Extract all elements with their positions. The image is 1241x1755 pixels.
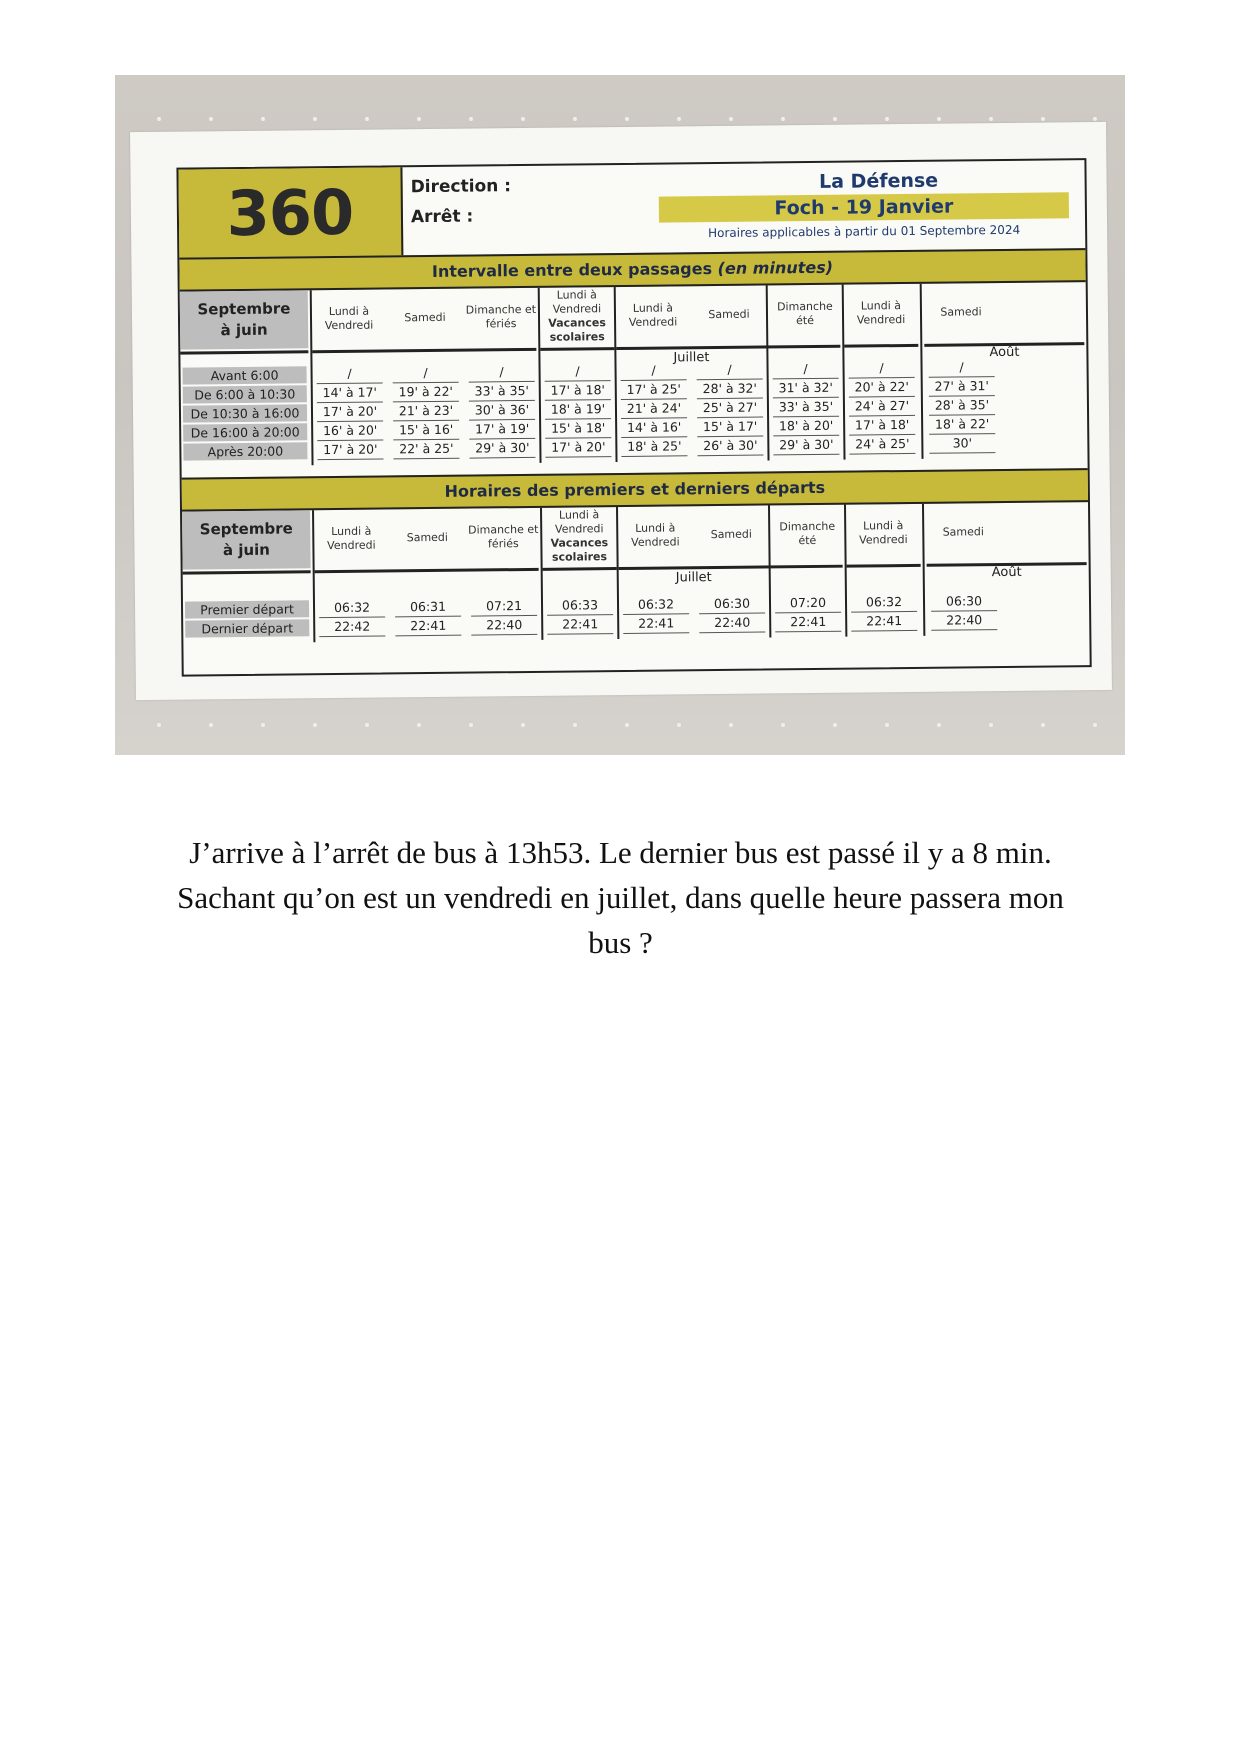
departure-cell: 22:41 — [851, 612, 917, 632]
interval-cell: 17' à 20' — [317, 402, 383, 422]
timetable-sheet — [176, 158, 1091, 677]
interval-cell: 19' à 22' — [393, 383, 459, 403]
interval-col-header-8 — [844, 284, 919, 343]
window-dot — [833, 117, 837, 121]
interval-col-header-label: Samedi — [708, 307, 750, 322]
departure-col-header-label: Dimanche été — [779, 519, 836, 548]
interval-cell: / — [392, 364, 458, 384]
departure-col-divider-6 — [922, 504, 925, 636]
interval-cell: 17' à 18' — [849, 416, 915, 436]
interval-row-label: Après 20:00 — [183, 442, 307, 460]
interval-cell: / — [468, 363, 534, 383]
interval-cell: 18' à 20' — [773, 417, 839, 437]
departure-col-header-label: Samedi — [710, 527, 752, 542]
window-dot — [365, 723, 369, 727]
intervals-title: Intervalle entre deux passages — [431, 259, 713, 281]
interval-col-header-6 — [692, 285, 767, 344]
stop-value: Foch - 19 Janvier — [659, 192, 1069, 222]
window-dot — [885, 723, 889, 727]
departure-rule-1 — [315, 568, 539, 573]
window-dot — [157, 117, 161, 121]
window-dot — [1041, 117, 1045, 121]
departure-col-header-label: Dimanche et fériés — [467, 522, 539, 551]
window-dots-top — [115, 117, 1125, 123]
interval-period-label-2: à juin — [220, 320, 268, 340]
interval-cell: 18' à 22' — [929, 415, 995, 435]
interval-col-header-label: Samedi — [404, 310, 446, 325]
departure-col-header-3 — [466, 508, 541, 567]
departure-col-header-7 — [770, 505, 845, 564]
interval-col-header-label: Dimanche et fériés — [465, 302, 537, 331]
interval-cell: 28' à 32' — [697, 380, 763, 400]
departure-cell: 07:21 — [471, 597, 537, 617]
timetable-header — [178, 160, 1085, 257]
interval-cell: 14' à 16' — [621, 418, 687, 438]
departure-col-header-1 — [314, 509, 389, 568]
interval-cell: 27' à 31' — [929, 377, 995, 397]
interval-col-header-label: Lundi à Vendredi — [856, 299, 906, 327]
window-dot — [209, 723, 213, 727]
window-dot — [937, 117, 941, 121]
departure-col-header-4 — [542, 507, 617, 566]
interval-period-header — [180, 290, 309, 349]
question-line-3: bus ? — [588, 925, 653, 960]
departure-rule-4 — [847, 564, 921, 568]
departure-col-header-6 — [694, 505, 769, 564]
question-text — [90, 830, 1151, 965]
question-line-2: Sachant qu’on est un vendredi en juillet, dans quelle heure passera mon — [177, 880, 1064, 915]
departure-col-header-5 — [618, 506, 693, 565]
departure-aout-label: Août — [991, 564, 1022, 581]
window-dot — [573, 723, 577, 727]
window-dot — [261, 117, 265, 121]
departure-cell: 06:33 — [547, 596, 613, 616]
timetable-photo — [115, 75, 1125, 755]
interval-col-header-4 — [540, 287, 615, 346]
interval-row-label: De 6:00 à 10:30 — [183, 385, 307, 403]
window-dot — [729, 723, 733, 727]
line-number-box — [178, 167, 403, 257]
interval-cell: / — [928, 358, 994, 378]
interval-cell: / — [848, 359, 914, 379]
departure-juillet-label: Juillet — [675, 570, 712, 586]
departure-cell: 06:32 — [319, 598, 385, 618]
interval-rule-period — [180, 350, 308, 354]
window-dot — [677, 117, 681, 121]
interval-row-label: De 10:30 à 16:00 — [183, 404, 307, 422]
interval-col-header-2 — [388, 289, 463, 348]
window-dot — [833, 723, 837, 727]
interval-cell: 24' à 25' — [849, 435, 915, 455]
window-dot — [885, 117, 889, 121]
interval-cell: 30' — [929, 434, 995, 454]
interval-cell: 26' à 30' — [697, 437, 763, 457]
departure-col-header-label: Lundi à Vendredi — [631, 521, 680, 549]
interval-cell: 20' à 22' — [849, 378, 915, 398]
window-dot — [1041, 723, 1045, 727]
window-dot — [313, 117, 317, 121]
interval-cell: 28' à 35' — [929, 396, 995, 416]
departure-col-header-2 — [390, 509, 465, 568]
window-dot — [989, 117, 993, 121]
departure-cell: 06:30 — [699, 595, 765, 615]
interval-cell: 21' à 24' — [621, 399, 687, 419]
interval-vacances-label: Vacances — [548, 316, 606, 330]
interval-rule-1 — [312, 348, 536, 353]
departure-col-header-label: Lundi à Vendredi — [327, 524, 376, 553]
departure-period-label-1: Septembre — [199, 519, 293, 539]
interval-cell: 30' à 36' — [469, 401, 535, 421]
departure-cell: 22:40 — [931, 611, 997, 631]
window-dot — [989, 723, 993, 727]
interval-col-header-label: Samedi — [940, 305, 982, 319]
departure-period-header — [182, 510, 311, 569]
interval-col-header-label: Lundi à Vendredi — [324, 304, 374, 333]
departure-cell: 07:20 — [775, 594, 841, 614]
interval-period-label-1: Septembre — [197, 299, 291, 319]
departure-cell: 22:41 — [775, 613, 841, 633]
interval-cell: 14' à 17' — [317, 383, 383, 403]
interval-cell: 15' à 17' — [697, 418, 763, 438]
interval-rule-4 — [844, 344, 918, 348]
interval-col-header-5 — [616, 286, 691, 345]
departure-cell: 22:41 — [547, 615, 613, 635]
departures-title: Horaires des premiers et derniers départs — [444, 477, 826, 501]
intervals-title-unit: (en minutes) — [717, 257, 834, 278]
interval-col-header-7 — [768, 285, 843, 344]
interval-row-label: De 16:00 à 20:00 — [183, 423, 307, 441]
interval-cell: 17' à 25' — [621, 380, 687, 400]
interval-cell: 25' à 27' — [697, 399, 763, 419]
interval-col-header-3 — [464, 288, 539, 347]
interval-cell: 24' à 27' — [849, 397, 915, 417]
departure-scolaires-label: scolaires — [551, 550, 608, 564]
departure-cell: 06:30 — [931, 592, 997, 612]
window-dot — [729, 117, 733, 121]
window-dot — [209, 117, 213, 121]
window-dot — [365, 117, 369, 121]
interval-col-header-label: Lundi à Vendredi — [628, 301, 678, 329]
interval-row-label: Avant 6:00 — [183, 366, 307, 384]
departure-rule-period — [183, 570, 311, 574]
departure-cell: 06:32 — [851, 593, 917, 613]
departure-col-header-9 — [926, 503, 1001, 562]
interval-cell: 29' à 30' — [773, 436, 839, 456]
interval-scolaires-label: scolaires — [549, 330, 605, 344]
departure-cell: 22:40 — [471, 616, 537, 636]
window-dot — [781, 723, 785, 727]
departure-period-label-2: à juin — [222, 540, 271, 560]
interval-cell: / — [696, 361, 762, 381]
departure-col-header-8 — [846, 504, 921, 563]
interval-cell: 18' à 25' — [621, 437, 687, 457]
interval-cell: 17' à 20' — [317, 440, 383, 460]
interval-cell: / — [772, 360, 838, 380]
departure-cell: 22:41 — [395, 617, 461, 637]
window-dot — [1093, 117, 1097, 121]
interval-cell: 31' à 32' — [773, 379, 839, 399]
window-dot — [677, 723, 681, 727]
validity-note: Horaires applicables à partir du 01 Septembre 2024 — [708, 222, 1021, 241]
interval-rule-2 — [540, 347, 614, 351]
interval-col-header-label: Lundi à Vendredi — [552, 288, 602, 316]
interval-cell: 15' à 18' — [545, 419, 611, 439]
window-dot — [1093, 723, 1097, 727]
stop-label: Arrêt : — [410, 206, 474, 228]
departure-row-label: Premier départ — [185, 600, 309, 618]
departure-row-label: Dernier départ — [185, 619, 309, 637]
interval-juillet-label: Juillet — [673, 350, 710, 366]
interval-cell: / — [544, 362, 610, 382]
window-dot — [625, 723, 629, 727]
timetable-paper — [130, 122, 1112, 700]
window-dot — [937, 723, 941, 727]
departure-col-header-label: Samedi — [942, 525, 984, 539]
interval-cell: 17' à 20' — [545, 438, 611, 458]
interval-cell: 21' à 23' — [393, 402, 459, 422]
interval-cell: / — [620, 361, 686, 381]
interval-cell: 17' à 18' — [545, 381, 611, 401]
departure-vacances-label: Vacances — [550, 536, 609, 550]
line-number: 360 — [226, 175, 354, 250]
departure-cell: 22:40 — [699, 614, 765, 634]
departure-cell: 06:32 — [623, 595, 689, 615]
window-dot — [157, 723, 161, 727]
interval-cell: 17' à 19' — [469, 420, 535, 440]
interval-col-header-9 — [924, 283, 999, 342]
window-dot — [469, 723, 473, 727]
window-dot — [417, 117, 421, 121]
window-dots-bottom — [115, 723, 1125, 729]
interval-cell: / — [317, 364, 383, 384]
window-dot — [573, 117, 577, 121]
window-dot — [469, 117, 473, 121]
interval-cell: 16' à 20' — [317, 421, 383, 441]
interval-col-divider-6 — [920, 284, 924, 459]
interval-col-header-label: Dimanche été — [776, 299, 833, 328]
window-dot — [417, 723, 421, 727]
interval-cell: 33' à 35' — [773, 398, 839, 418]
departure-cell: 22:42 — [319, 617, 385, 637]
window-dot — [261, 723, 265, 727]
interval-col-header-1 — [312, 289, 387, 348]
interval-aout-label: Août — [989, 344, 1020, 361]
interval-cell: 29' à 30' — [469, 439, 535, 459]
interval-cell: 22' à 25' — [393, 440, 459, 460]
direction-label: Direction : — [410, 176, 512, 198]
departure-col-header-label: Samedi — [406, 530, 449, 545]
window-dot — [313, 723, 317, 727]
departure-cell: 06:31 — [395, 598, 461, 618]
direction-value: La Défense — [818, 169, 939, 193]
departure-col-header-label: Lundi à Vendredi — [859, 519, 908, 547]
interval-cell: 15' à 16' — [393, 421, 459, 441]
window-dot — [625, 117, 629, 121]
interval-cell: 33' à 35' — [469, 382, 535, 402]
departure-col-header-label: Lundi à Vendredi — [554, 508, 604, 536]
interval-cell: 18' à 19' — [545, 400, 611, 420]
window-dot — [781, 117, 785, 121]
window-dot — [521, 117, 525, 121]
window-dot — [521, 723, 525, 727]
question-line-1: J’arrive à l’arrêt de bus à 13h53. Le dernier bus est passé il y a 8 min. — [189, 835, 1052, 870]
departure-cell: 22:41 — [623, 614, 689, 634]
departure-rule-2 — [543, 567, 617, 571]
